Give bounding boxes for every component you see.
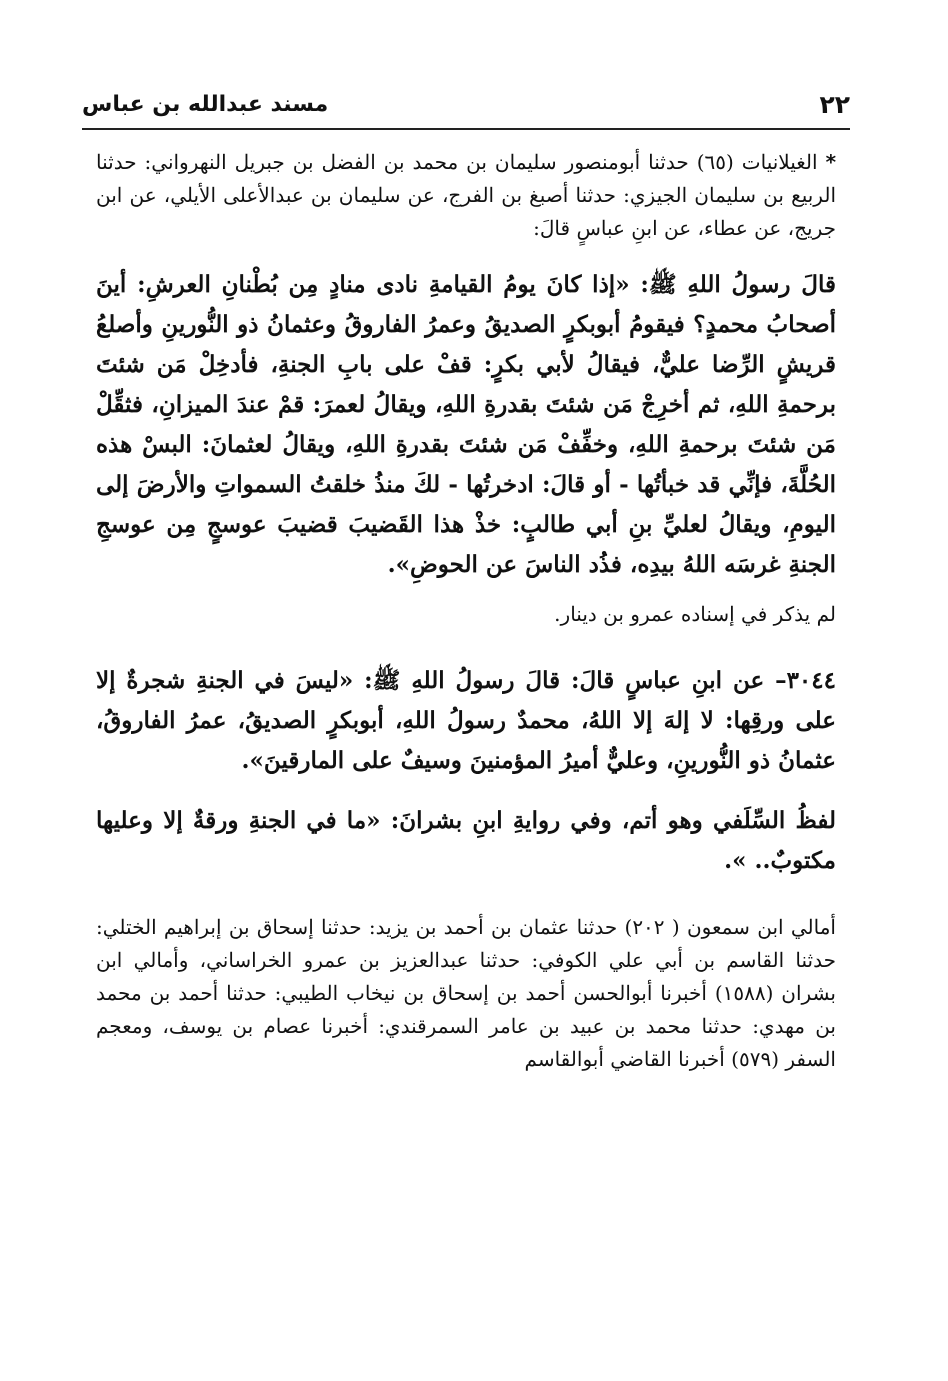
isnad-note: لم يذكر في إسناده عمرو بن دينار. [554, 602, 836, 626]
source-citation-amali: أمالي ابن سمعون ( ٢٠٢) حدثنا عثمان بن أحمد بن يزيد: حدثنا إسحاق بن إبراهيم الختلي: حدثنا القاسم بن أبي علي الكوفي: حدثنا عبدالعزيز بن عمرو الخراساني، وأمالي ابن بشران (١٥٨٨) أخبرنا أبوالحسن أحمد بن إسحاق بن نيخاب الطيبي: حدثنا أحمد بن محمد بن مهدي: حدثنا محمد بن عبيد بن عامر السمرقندي: أخبرنا عصام بن يوسف، ومعجم السفر (٥٧٩) أخبرنا القاضي أبوالقاسم [96, 915, 836, 1071]
source-citation-ghaylaniyat [96, 146, 836, 245]
hadith-3044: ٣٠٤٤– عن ابنِ عباسٍ قالَ: قالَ رسولُ اللهِ ﷺ: «ليسَ في الجنةِ شجرةٌ إلا على ورقِها: لا إلهَ إلا اللهُ، محمدٌ رسولُ اللهِ، أبوبكرٍ الصديقُ، عمرُ الفاروقُ، عثمانُ ذو النُّورينِ، وعليٌّ أميرُ المؤمنينَ وسيفٌ على المارقينَ». [96, 667, 836, 774]
riwaya-note: لفظُ السِّلَفي وهو أتم، وفي روايةِ ابنِ بشرانَ: «ما في الجنةِ ورقةٌ إلا وعليها مكتوبٌ.. ». [96, 807, 836, 874]
page-body [96, 146, 836, 1076]
asterisk-marker: * [825, 150, 837, 174]
running-title: مسند عبدالله بن عباس [82, 92, 329, 117]
page-header [82, 86, 850, 126]
hadith-text-judgment-day: قالَ رسولُ اللهِ ﷺ: «إذا كانَ يومُ القيامةِ نادى منادٍ مِن بُطْنانِ العرشِ: أينَ أصحابُ محمدٍ؟ فيقومُ أبوبكرٍ الصديقُ وعمرُ الفاروقُ وعثمانُ ذو النُّورينِ وأصلعُ قريشٍ الرِّضا عليٌّ، فيقالُ لأبي بكرٍ: قفْ على بابِ الجنةِ، فأدخِلْ مَن شئتَ برحمةِ اللهِ، ثم أخرِجْ مَن شئتَ بقدرةِ اللهِ، ويقالُ لعمرَ: قمْ عندَ الميزانِ، فثقِّلْ مَن شئتَ برحمةِ اللهِ، وخفِّفْ مَن شئتَ بقدرةِ اللهِ، ويقالُ لعثمانَ: البسْ هذه الحُلَّةَ، فإنِّي قد خبأتُها - أو قالَ: ادخرتُها - لكَ منذُ خلقتُ السمواتِ والأرضَ إلى اليومِ، ويقالُ لعليِّ بنِ أبي طالبٍ: خذْ هذا القَضيبَ قضيبَ عوسجٍ مِن عوسجِ الجنةِ غرسَه اللهُ بيدِه، فذُد الناسَ عن الحوضِ». [96, 271, 836, 578]
source-citation-text: الغيلانيات (٦٥) حدثنا أبومنصور سليمان بن محمد بن الفضل بن جبريل النهرواني: حدثنا الربيع بن سليمان الجيزي: حدثنا أصبغ بن الفرج، عن سليمان بن عبدالأعلى الأيلي، عن ابن جريج، عن عطاء، عن ابنِ عباسٍ قالَ: [96, 150, 836, 240]
page-number: ٢٢ [819, 90, 850, 119]
header-rule [82, 128, 850, 130]
